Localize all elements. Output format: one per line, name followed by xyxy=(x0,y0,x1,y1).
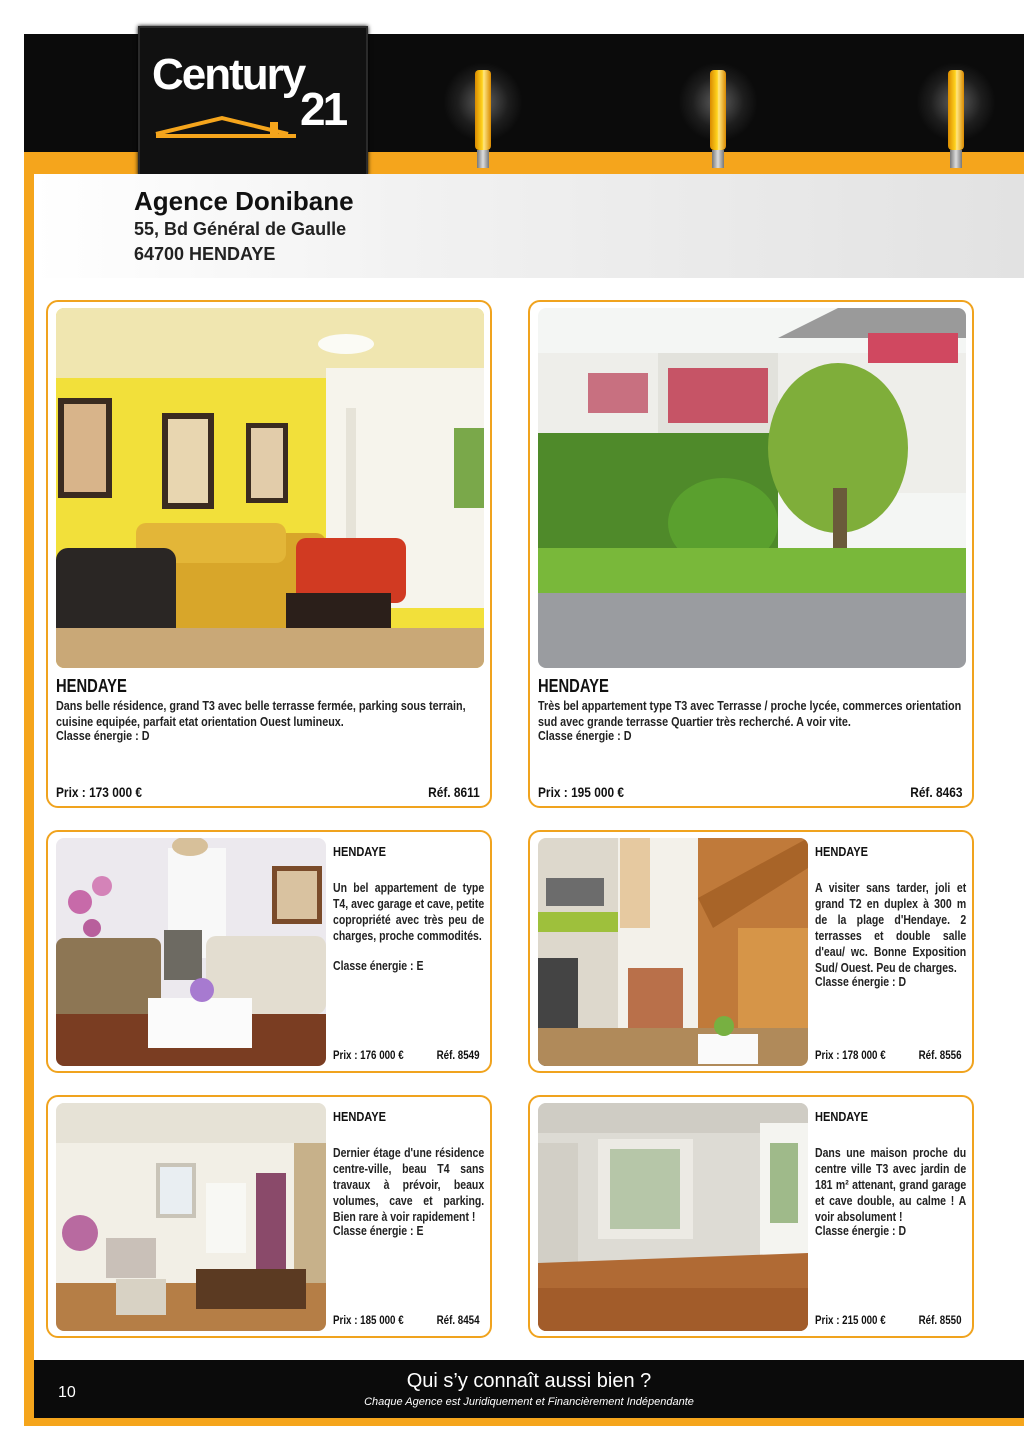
building-exterior-photo xyxy=(538,308,966,668)
listing-description: Dans une maison proche du centre ville T3 avec jardin de 181 m² attenant, grand garage et cave double, au calme ! A voir absolument ! xyxy=(815,1146,967,1224)
listing-card[interactable] xyxy=(46,300,492,808)
page-number: 10 xyxy=(58,1384,76,1401)
duplex-kitchen-photo xyxy=(538,838,808,1066)
listing-price: Prix : 185 000 € xyxy=(333,1315,404,1327)
footer-tagline: Qui s’y connaît aussi bien ? xyxy=(406,1370,652,1392)
listing-energy: Classe énergie : E xyxy=(333,959,424,973)
listing-location: HENDAYE xyxy=(538,676,609,696)
agency-city: 64700 HENDAYE xyxy=(134,244,276,264)
logo-wordmark: Century xyxy=(152,50,305,99)
lamp-base xyxy=(712,150,724,168)
listing-ref: Réf. 8549 xyxy=(437,1050,480,1062)
lounge-photo xyxy=(56,838,326,1066)
listing-ref: Réf. 8463 xyxy=(909,784,962,800)
listing-price: Prix : 178 000 € xyxy=(815,1050,886,1062)
left-rail xyxy=(24,152,34,1418)
agency-name: Agence Donibane xyxy=(134,186,354,216)
listing-price: Prix : 173 000 € xyxy=(56,784,143,800)
house-roof-icon xyxy=(152,112,302,145)
logo-number: 21 xyxy=(300,83,346,135)
listing-location: HENDAYE xyxy=(56,676,127,696)
living-room-photo xyxy=(56,308,484,668)
lamp-icon xyxy=(710,70,726,150)
bottom-strip xyxy=(24,1418,1024,1426)
listing-card[interactable] xyxy=(46,1095,492,1338)
lamp-icon xyxy=(475,70,491,150)
listing-description: A visiter sans tarder, joli et grand T2 en duplex à 300 m de la plage d'Hendaye. 2 terrasses et double salle d'eau/ wc. Bonne Exposition Sud/ Ouest. Peu de charges. xyxy=(815,881,967,975)
listing-energy: Classe énergie : D xyxy=(815,975,907,989)
listing-ref: Réf. 8556 xyxy=(919,1050,962,1062)
listing-location: HENDAYE xyxy=(815,844,869,859)
listing-description: Dernier étage d'une résidence centre-ville, beau T4 sans travaux à prévoir, beaux volumes, cave et parking. Bien rare à voir rapidement ! xyxy=(333,1146,485,1224)
listing-description: Un bel appartement de type T4, avec garage et cave, petite copropriété avec très peu de charges, proche commodités. xyxy=(333,881,485,943)
listing-location: HENDAYE xyxy=(333,1109,387,1124)
listing-price: Prix : 176 000 € xyxy=(333,1050,404,1062)
listing-price: Prix : 215 000 € xyxy=(815,1315,886,1327)
listing-card[interactable] xyxy=(528,300,974,808)
listing-ref: Réf. 8550 xyxy=(919,1315,962,1327)
lamp-base xyxy=(950,150,962,168)
listing-card[interactable] xyxy=(528,1095,974,1338)
listing-ref: Réf. 8454 xyxy=(437,1315,480,1327)
footer-note: Chaque Agence est Juridiquement et Financièrement Indépendante xyxy=(364,1396,694,1408)
listing-description: Très bel appartement type T3 avec Terrasse / proche lycée, commerces orientation sud avec grande terrasse Quartier très recherché. A voir vite. xyxy=(538,698,962,729)
listing-card[interactable] xyxy=(528,830,974,1073)
listing-card[interactable] xyxy=(46,830,492,1073)
listing-price: Prix : 195 000 € xyxy=(538,784,625,800)
empty-room-photo xyxy=(538,1103,808,1331)
listing-location: HENDAYE xyxy=(815,1109,869,1124)
agency-street: 55, Bd Général de Gaulle xyxy=(134,219,347,239)
lamp-base xyxy=(477,150,489,168)
listing-energy: Classe énergie : E xyxy=(333,1224,424,1238)
dining-room-photo xyxy=(56,1103,326,1331)
listing-location: HENDAYE xyxy=(333,844,387,859)
lamp-icon xyxy=(948,70,964,150)
listing-energy: Classe énergie : D xyxy=(538,728,632,743)
listing-description: Dans belle résidence, grand T3 avec belle terrasse fermée, parking sous terrain, cuisine equipée, parfait etat orientation Ouest lumineux. xyxy=(56,698,466,729)
listing-energy: Classe énergie : D xyxy=(56,728,150,743)
listing-ref: Réf. 8611 xyxy=(428,784,480,800)
listing-energy: Classe énergie : D xyxy=(815,1224,907,1238)
